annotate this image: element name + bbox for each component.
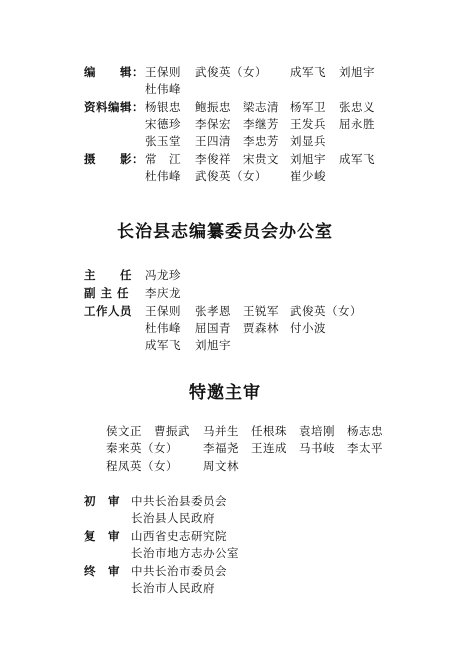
data-editor-name: 张忠义 xyxy=(339,100,375,114)
reviewer-name: 侯文正 xyxy=(106,424,142,438)
second-review-org: 长治市地方志办公室 xyxy=(131,546,239,560)
final-review-org: 中共长治市委员会 xyxy=(131,564,227,578)
staff-name: 贾森林 xyxy=(243,321,279,335)
staff-name: 王锐军 xyxy=(243,304,279,318)
first-review-org: 长治县人民政府 xyxy=(131,511,215,525)
reviewer-name: 任根珠 xyxy=(251,424,287,438)
staff-name: 成军飞 xyxy=(145,338,181,352)
editor-name: 杜伟峰 xyxy=(145,82,181,96)
data-editor-name: 张玉堂 xyxy=(145,134,181,148)
data-editor-name: 李继芳 xyxy=(243,117,279,131)
photographer-name: 常 江 xyxy=(145,152,181,166)
data-editor-name: 王四清 xyxy=(195,134,231,148)
final-review-label: 终 审 xyxy=(84,564,120,578)
reviewer-name: 李福尧 xyxy=(203,441,239,455)
reviewers-title: 特邀主审 xyxy=(189,383,261,403)
reviewer-name: 杨志忠 xyxy=(347,424,383,438)
photographer-name: 杜伟峰 xyxy=(145,169,181,183)
first-review-org: 中共长治县委员会 xyxy=(131,494,227,508)
reviewer-name: 曹振武 xyxy=(154,424,190,438)
data-editor-name: 李忠芳 xyxy=(243,134,279,148)
director-label: 主 任 xyxy=(84,268,132,282)
deputy-label: 副 主 任 xyxy=(84,286,130,300)
staff-label: 工作人员 xyxy=(84,304,132,318)
photographer-name: 武俊英（女） xyxy=(195,169,267,183)
data-editor-name: 屈永胜 xyxy=(339,117,375,131)
data-editor-name: 杨军卫 xyxy=(290,100,326,114)
data-editor-name: 梁志清 xyxy=(243,100,279,114)
deputy-name: 李庆龙 xyxy=(145,286,181,300)
final-review-org: 长治市人民政府 xyxy=(131,581,215,595)
data-editor-name: 李保宏 xyxy=(195,117,231,131)
reviewer-name: 李太平 xyxy=(347,441,383,455)
staff-name: 刘旭宇 xyxy=(195,338,231,352)
reviewer-name: 王连成 xyxy=(251,441,287,455)
reviewer-name: 周文林 xyxy=(203,459,239,473)
data-editor-name: 宋德珍 xyxy=(145,117,181,131)
office-title: 长治县志编纂委员会办公室 xyxy=(117,222,333,242)
photographer-name: 崔少峻 xyxy=(290,169,326,183)
photographer-name: 宋贵文 xyxy=(243,152,279,166)
photo-label: 摄 影： xyxy=(84,152,144,166)
staff-name: 屈国青 xyxy=(195,321,231,335)
data-editor-name: 杨银忠 xyxy=(145,100,181,114)
first-review-label: 初 审 xyxy=(84,494,120,508)
photographer-name: 成军飞 xyxy=(339,152,375,166)
reviewer-name: 秦来英（女） xyxy=(106,441,178,455)
editor-name: 刘旭宇 xyxy=(339,65,375,79)
staff-name: 付小波 xyxy=(290,321,326,335)
director-name: 冯龙珍 xyxy=(145,268,181,282)
reviewer-name: 马并生 xyxy=(203,424,239,438)
staff-name: 张孝恩 xyxy=(195,304,231,318)
photographer-name: 刘旭宇 xyxy=(290,152,326,166)
editor-name: 武俊英（女） xyxy=(195,65,267,79)
staff-name: 杜伟峰 xyxy=(145,321,181,335)
reviewer-name: 马书岐 xyxy=(299,441,335,455)
data-editor-name: 刘显兵 xyxy=(290,134,326,148)
editors-label: 编 辑： xyxy=(84,65,144,79)
second-review-label: 复 审 xyxy=(84,529,120,543)
reviewer-name: 程凤英（女） xyxy=(106,459,178,473)
data-editors-label: 资料编辑： xyxy=(84,100,144,114)
reviewer-name: 袁培刚 xyxy=(299,424,335,438)
editor-name: 王保则 xyxy=(145,65,181,79)
staff-name: 王保则 xyxy=(145,304,181,318)
data-editor-name: 鲍振忠 xyxy=(195,100,231,114)
second-review-org: 山西省史志研究院 xyxy=(131,529,227,543)
editor-name: 成军飞 xyxy=(290,65,326,79)
photographer-name: 李俊祥 xyxy=(195,152,231,166)
staff-name: 武俊英（女） xyxy=(290,304,362,318)
data-editor-name: 王发兵 xyxy=(290,117,326,131)
